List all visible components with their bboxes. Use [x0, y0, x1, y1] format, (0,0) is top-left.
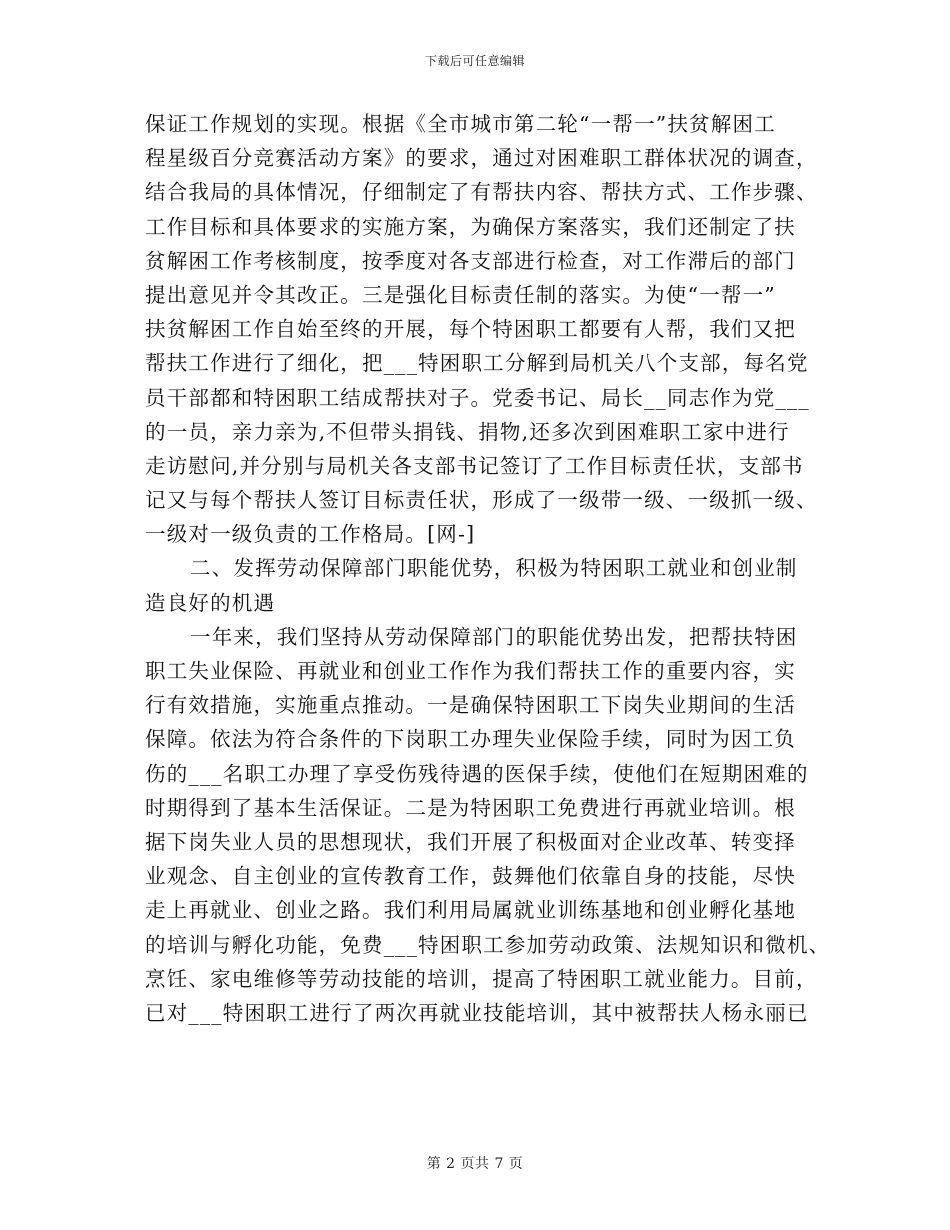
text-line: 一年来，我们坚持从劳动保障部门的职能优势出发，把帮扶特困	[190, 624, 798, 649]
text-line: 职工失业保险、再就业和创业工作作为我们帮扶工作的重要内容，实	[145, 659, 796, 683]
text-line: 贫解困工作考核制度，按季度对各支部进行检查，对工作滞后的部门	[145, 248, 796, 273]
text-line: 的培训与孵化功能，免费___特困职工参加劳动政策、法规知识和微机、	[145, 932, 831, 957]
text-line: 一级对一级负责的工作格局。[网-]	[145, 522, 476, 547]
text-line: 结合我局的具体情况，仔细制定了有帮扶内容、帮扶方式、工作步骤、	[145, 180, 818, 205]
text-line: 行有效措施，实施重点推动。一是确保特困职工下岗失业期间的生活	[145, 693, 796, 718]
page-footer: 第 2 页共 7 页	[426, 1156, 524, 1172]
text-line: 程星级百分竞赛活动方案》的要求，通过对困难职工群体状况的调查，	[145, 146, 818, 171]
text-line: 提出意见并令其改正。三是强化目标责任制的落实。为使“一帮一”	[145, 282, 776, 307]
section-heading-line: 二、发挥劳动保障部门职能优势，积极为特困职工就业和创业制	[190, 556, 798, 581]
text-line: 走上再就业、创业之路。我们利用局属就业训练基地和创业孵化基地	[145, 898, 796, 923]
text-line: 扶贫解困工作自始至终的开展，每个特困职工都要有人帮，我们又把	[145, 317, 796, 342]
text-line: 保证工作规划的实现。根据《全市城市第二轮“一帮一”扶贫解困工	[145, 112, 776, 136]
text-line: 工作目标和具体要求的实施方案，为确保方案落实，我们还制定了扶	[145, 214, 796, 239]
text-line: 帮扶工作进行了细化，把___特困职工分解到局机关八个支部，每名党	[145, 351, 809, 376]
text-line: 业观念、自主创业的宣传教育工作，鼓舞他们依靠自身的技能，尽快	[145, 864, 796, 889]
section-heading-line: 造良好的机遇	[145, 590, 276, 615]
text-line: 保障。依法为符合条件的下岗职工办理失业保险手续，同时为因工负	[145, 727, 796, 752]
text-line: 据下岗失业人员的思想现状，我们开展了积极面对企业改革、转变择	[145, 829, 796, 854]
text-line: 员干部都和特困职工结成帮扶对子。党委书记、局长__同志作为党___	[145, 385, 810, 410]
document-body	[145, 107, 831, 1030]
text-line: 记又与每个帮扶人签订目标责任状，形成了一级带一级、一级抓一级、	[145, 488, 818, 513]
text-line: 的一员，亲力亲为,不但带头捐钱、捐物,还多次到困难职工家中进行	[145, 419, 790, 444]
text-line: 走访慰问,并分别与局机关各支部书记签订了工作目标责任状，支部书	[145, 453, 804, 478]
page-header: 下载后可任意编辑	[424, 54, 525, 68]
text-line: 烹饪、家电维修等劳动技能的培训，提高了特困职工就业能力。目前，	[145, 966, 818, 991]
text-line: 时期得到了基本生活保证。二是为特困职工免费进行再就业培训。根	[145, 795, 796, 820]
text-line: 已对___特困职工进行了两次再就业技能培训，其中被帮扶人杨永丽已	[145, 1000, 809, 1025]
text-line: 伤的___名职工办理了享受伤残待遇的医保手续，使他们在短期困难的	[145, 761, 809, 786]
